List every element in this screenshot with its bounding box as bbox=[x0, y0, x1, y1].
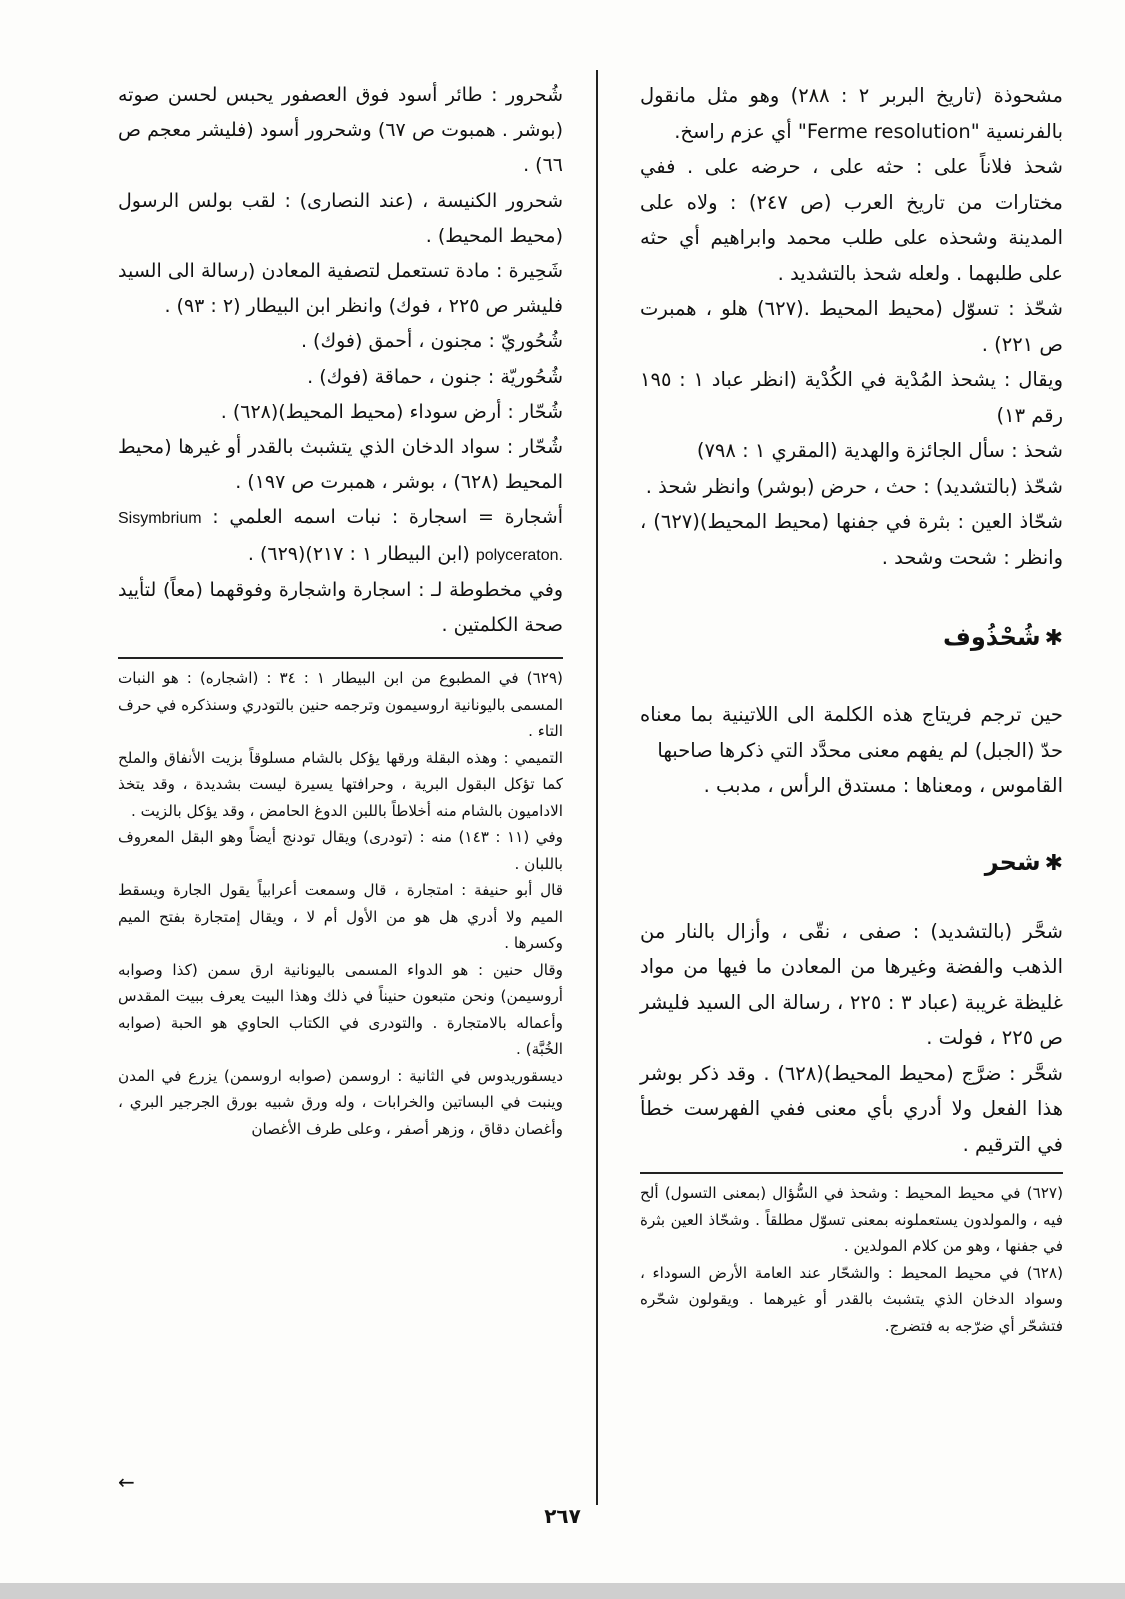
entry-paragraph: شُحّار : أرض سوداء (محيط المحيط)(٦٢٨) . bbox=[220, 400, 563, 423]
entry-paragraph bbox=[118, 500, 563, 572]
scan-edge bbox=[0, 1583, 1125, 1599]
entry-paragraph: شحرور الكنيسة ، (عند النصارى) : لقب بولس الرسول (محيط المحيط) . bbox=[118, 189, 563, 247]
entry-paragraph: شُحُوريّ : مجنون ، أحمق (فوك) . bbox=[300, 330, 563, 353]
footnote: وقال حنين : هو الدواء المسمى باليونانية ارق سمن (كذا وصوابه أروسيمن) ونحن متبعون حنيناً في ذلك وهذا البيت يعرف ببيت المقدس وأعماله بالامتجارة . والتودرى في الكتاب الحاوي هو الحبة (صوابه الخُبَّة) . bbox=[118, 960, 563, 1059]
continue-arrow-icon: ← bbox=[118, 1470, 135, 1494]
left-main-text bbox=[118, 78, 563, 643]
entry-suffix: (ابن البيطار ١ : ٢١٧)(٦٢٩) . bbox=[247, 542, 470, 565]
left-column bbox=[118, 78, 563, 1142]
entry-paragraph: حين ترجم فريتاج هذه الكلمة الى اللاتينية بما معناه حدّ (الجبل) لم يفهم معنى محدَّد التي ذكرها صاحبها bbox=[640, 703, 1063, 762]
asterisk-icon: ✱ bbox=[1044, 626, 1063, 651]
entry-paragraph: شحذ : سأل الجائزة والهدية (المقري ١ : ٧٩٨) bbox=[696, 439, 1063, 462]
asterisk-icon: ✱ bbox=[1044, 850, 1063, 876]
left-footnotes bbox=[118, 665, 563, 1142]
entry-paragraph: شحَّر : ضرَّج (محيط المحيط)(٦٢٨) . وقد ذكر بوشر هذا الفعل ولا أدري بأي معنى ففي الفهرست خطأ في الترقيم . bbox=[640, 1061, 1063, 1156]
entry-paragraph: مشحوذة (تاريخ البربر ٢ : ٢٨٨) وهو مثل مانقول بالفرنسية "Ferme resolution" أي عزم راسخ. bbox=[640, 84, 1063, 143]
footnote: وفي (١١ : ١٤٣) منه : (تودرى) ويقال تودنج أيضاً وهو البقل المعروف باللبان . bbox=[118, 828, 563, 873]
entry-paragraph: شحذ فلاناً على : حثه على ، حرضه على . ففي مختارات من تاريخ العرب (ص ٢٤٧) : ولاه على المدينة وشحذه على طلب محمد وابراهيم أي حثه على طلبهما . ولعله شحذ بالتشديد . bbox=[640, 155, 1063, 285]
entry-paragraph: شُحرور : طائر أسود فوق العصفور يحبس لحسن صوته (بوشر . همبوت ص ٦٧) وشحرور أسود (فليشر معجم ص ٦٦) . bbox=[118, 84, 563, 177]
column-divider bbox=[596, 70, 598, 1505]
entry-paragraph: وفي مخطوطة لـ : اسجارة واشجارة وفوقهما (معاً) لتأييد صحة الكلمتين . bbox=[118, 578, 563, 637]
footnote: ديسقوريدوس في الثانية : اروسمن (صوابه اروسمن) يزرع في المدن وينبت في البساتين والخرابات ، وله ورق شبيه بورق الجرجير البري ، وأغصان دقاق ، وزهر أصفر ، وعلى طرف الأغصان bbox=[118, 1066, 563, 1138]
entry-paragraph: شُحّار : سواد الدخان الذي يتشبث بالقدر أو غيرها (محيط المحيط (٦٢٨) ، بوشر ، همبرت ص ١٩٧) . bbox=[118, 436, 563, 494]
entry-paragraph: ويقال : يشحذ المُدْية في الكُدْية (انظر عباد ١ : ١٩٥ رقم ١٣) bbox=[640, 368, 1064, 427]
latin-name: Sisymbrium polyceraton. bbox=[118, 510, 563, 564]
entry-paragraph: شحّذ : تسوّل (محيط المحيط .(٦٢٧) هلو ، همبرت ص ٢٢١) . bbox=[640, 297, 1063, 356]
right-main-text bbox=[640, 78, 1063, 575]
section-heading: ✱شُحْذُوف bbox=[943, 623, 1063, 651]
entry-paragraph: القاموس ، ومعناها : مستدق الرأس ، مدبب . bbox=[703, 774, 1063, 797]
entry-paragraph: شَحِيرة : مادة تستعمل لتصفية المعادن (رسالة الى السيد فليشر ص ٢٢٥ ، فوك) وانظر ابن البيطار (٢ : ٩٣) . bbox=[118, 260, 563, 318]
entry-paragraph: شحّذ (بالتشديد) : حث ، حرض (بوشر) وانظر شحذ . bbox=[645, 474, 1063, 498]
right-footnotes bbox=[640, 1180, 1063, 1339]
page-number: ٢٦٧ bbox=[544, 1504, 581, 1528]
entry-paragraph: شحَّر (بالتشديد) : صفى ، نقّى ، وأزال بالنار من الذهب والفضة وغيرها من المعادن ما فيها من مواد غليظة غريبة (عباد ٣ : ٢٢٥ ، رسالة الى السيد فليشر ص ٢٢٥ ، فولت . bbox=[640, 919, 1063, 1049]
right-low-text bbox=[640, 914, 1063, 1163]
footnote: (٦٢٨) في محيط المحيط : والشحّار عند العامة الأرض السوداء ، وسواد الدخان الذي يتشبث بالقدر أو غيرهما . ويقولون شحّره فتشحّر أي ضرّجه به فتضرج. bbox=[640, 1263, 1063, 1335]
footnote: التميمي : وهذه البقلة ورقها يؤكل بالشام مسلوقاً بزيت الأنفاق والملح كما تؤكل البقول البرية ، وحرافتها يسيرة ليست بشديدة ، وقد يتخذ الاداميون بالشام منه أخلاطاً باللبن الدوغ الحامض ، وقد يؤكل بالزيت . bbox=[118, 748, 563, 820]
entry-paragraph: شُحُوريّة : جنون ، حماقة (فوك) . bbox=[307, 365, 563, 388]
footnote: (٦٢٧) في محيط المحيط : وشحذ في السُّؤال (بمعنى التسول) ألح فيه ، والمولدون يستعملونه بمعنى تسوّل مطلقاً . وشحّاذ العين بثرة في جفنها ، وهو من كلام المولدين . bbox=[640, 1184, 1063, 1255]
footnote: قال أبو حنيفة : امتجارة ، قال وسمعت أعرابياً يقول الجارة ويسقط الميم ولا أدري هل هو من الأول أم لا ، ويقال إمتجارة بفتح الميم وكسرها . bbox=[118, 881, 563, 953]
entry-paragraph: شحّاذ العين : بثرة في جفنها (محيط المحيط)(٦٢٧) ، وانظر : شحت وشحد . bbox=[640, 510, 1063, 569]
entry-prefix: أشجارة = اسجارة : نبات اسمه العلمي : bbox=[212, 506, 563, 529]
footnote: (٦٢٩) في المطبوع من ابن البيطار ١ : ٣٤ : (اشجاره) : هو النبات المسمى باليونانية اروسيمون وترجمه حنين بالتودري وسنذكره في حرف التاء . bbox=[118, 669, 563, 741]
section-heading: ✱شحر bbox=[984, 847, 1063, 876]
right-column bbox=[640, 78, 1063, 1339]
right-mid-text bbox=[640, 697, 1063, 804]
